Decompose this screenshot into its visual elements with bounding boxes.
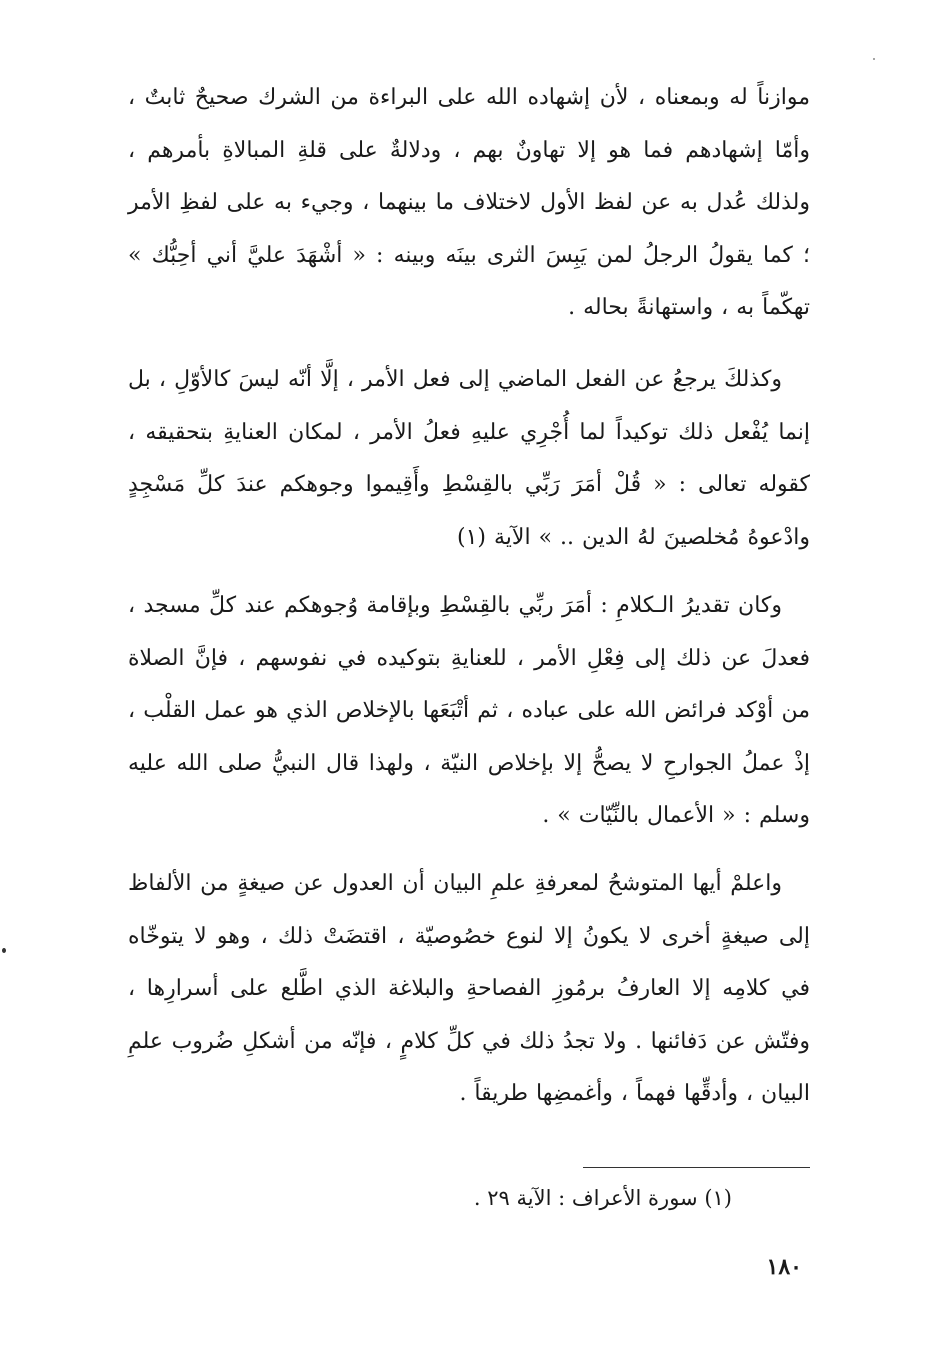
page-number: ١٨٠ bbox=[766, 1254, 802, 1280]
main-text-3 bbox=[128, 580, 810, 843]
paragraph-4: واعلمْ أيها المتوشحُ لمعرفةِ علمِ البيان أن العدول عن صيغةٍ من الألفاظ إلى صيغةٍ أخرى لا يكونُ إلا لنوع خصُوصيّة ، اقتضَتْ ذلك ، وهو لا يتوخّاه في كلامِه إلا العارفُ برمُوزِ الفصاحةِ والبلاغة الذي اطَّلع على أسرارِها ، وفتّش عن دَفائنها . ولا تجدُ ذلك في كلِّ كلامٍ ، فإنّه من أشكلِ ضُروب علمِ البيان ، وأدقِّها فهماً ، وأغمضِها طريقاً . bbox=[128, 871, 810, 1106]
footnote-divider bbox=[583, 1167, 810, 1168]
paragraph-2: وكذلكَ يرجعُ عن الفعل الماضي إلى فعل الأمر ، إلَّا أنّه ليسَ كالأوّلِ ، بل إنما يُفْعل ذلك توكيداً لما أُجْرِي عليهِ فعلُ الأمر ، لمكان العنايةِ بتحقيقه ، كقوله تعالى : « قُلْ أمَرَ رَبِّي بالقِسْطِ وأَقِيموا وجوهكم عندَ كلِّ مَسْجِدٍ وادْعوهُ مُخلصينَ لهُ الدين .. » الآية (١) bbox=[128, 367, 810, 550]
paragraph-3: وكان تقديرُ الـكلامِ : أمَرَ ربِّي بالقِسْطِ وبإقامة وُجوهكم عند كلِّ مسجد ، فعدلَ عن ذلك إلى فِعْلِ الأمر ، للعنايةِ بتوكيده في نفوسهم ، فإنَّ الصلاة من أوْكد فرائض الله على عباده ، ثم أتْبَعَها بالإخلاص الذي هو عمل القلْب ، إذْ عملُ الجوارحِ لا يصحُّ إلا بإخلاص النيّة ، ولهذا قال النبيُّ صلى الله عليه وسلم : « الأعمال بالنِّيّات » . bbox=[128, 593, 810, 828]
paragraph-1: موازناً له وبمعناه ، لأن إشهاده الله على البراءة من الشرك صحيحٌ ثابتٌ ، وأمّا إشهادهم فما هو إلا تهاونٌ بهم ، ودلالةٌ على قلةِ المبالاةِ بأمرهم ، ولذلك عُدل به عن لفظ الأول لاختلاف ما بينهما ، وجيء به على لفظِ الأمر ؛ كما يقولُ الرجلُ لمن يَبِسَ الثرى بينَه وبينه : « أشْهَدَ عليَّ أني أحِبُّك » تهكّماً به ، واستهانةً بحاله . bbox=[128, 85, 810, 320]
main-text-4 bbox=[128, 858, 810, 1121]
scan-speck bbox=[873, 58, 875, 60]
footnote: (١) سورة الأعراف : الآية ٢٩ . bbox=[473, 1186, 732, 1210]
main-text-2 bbox=[128, 354, 810, 564]
scan-speck bbox=[2, 948, 6, 953]
main-text bbox=[128, 72, 810, 335]
